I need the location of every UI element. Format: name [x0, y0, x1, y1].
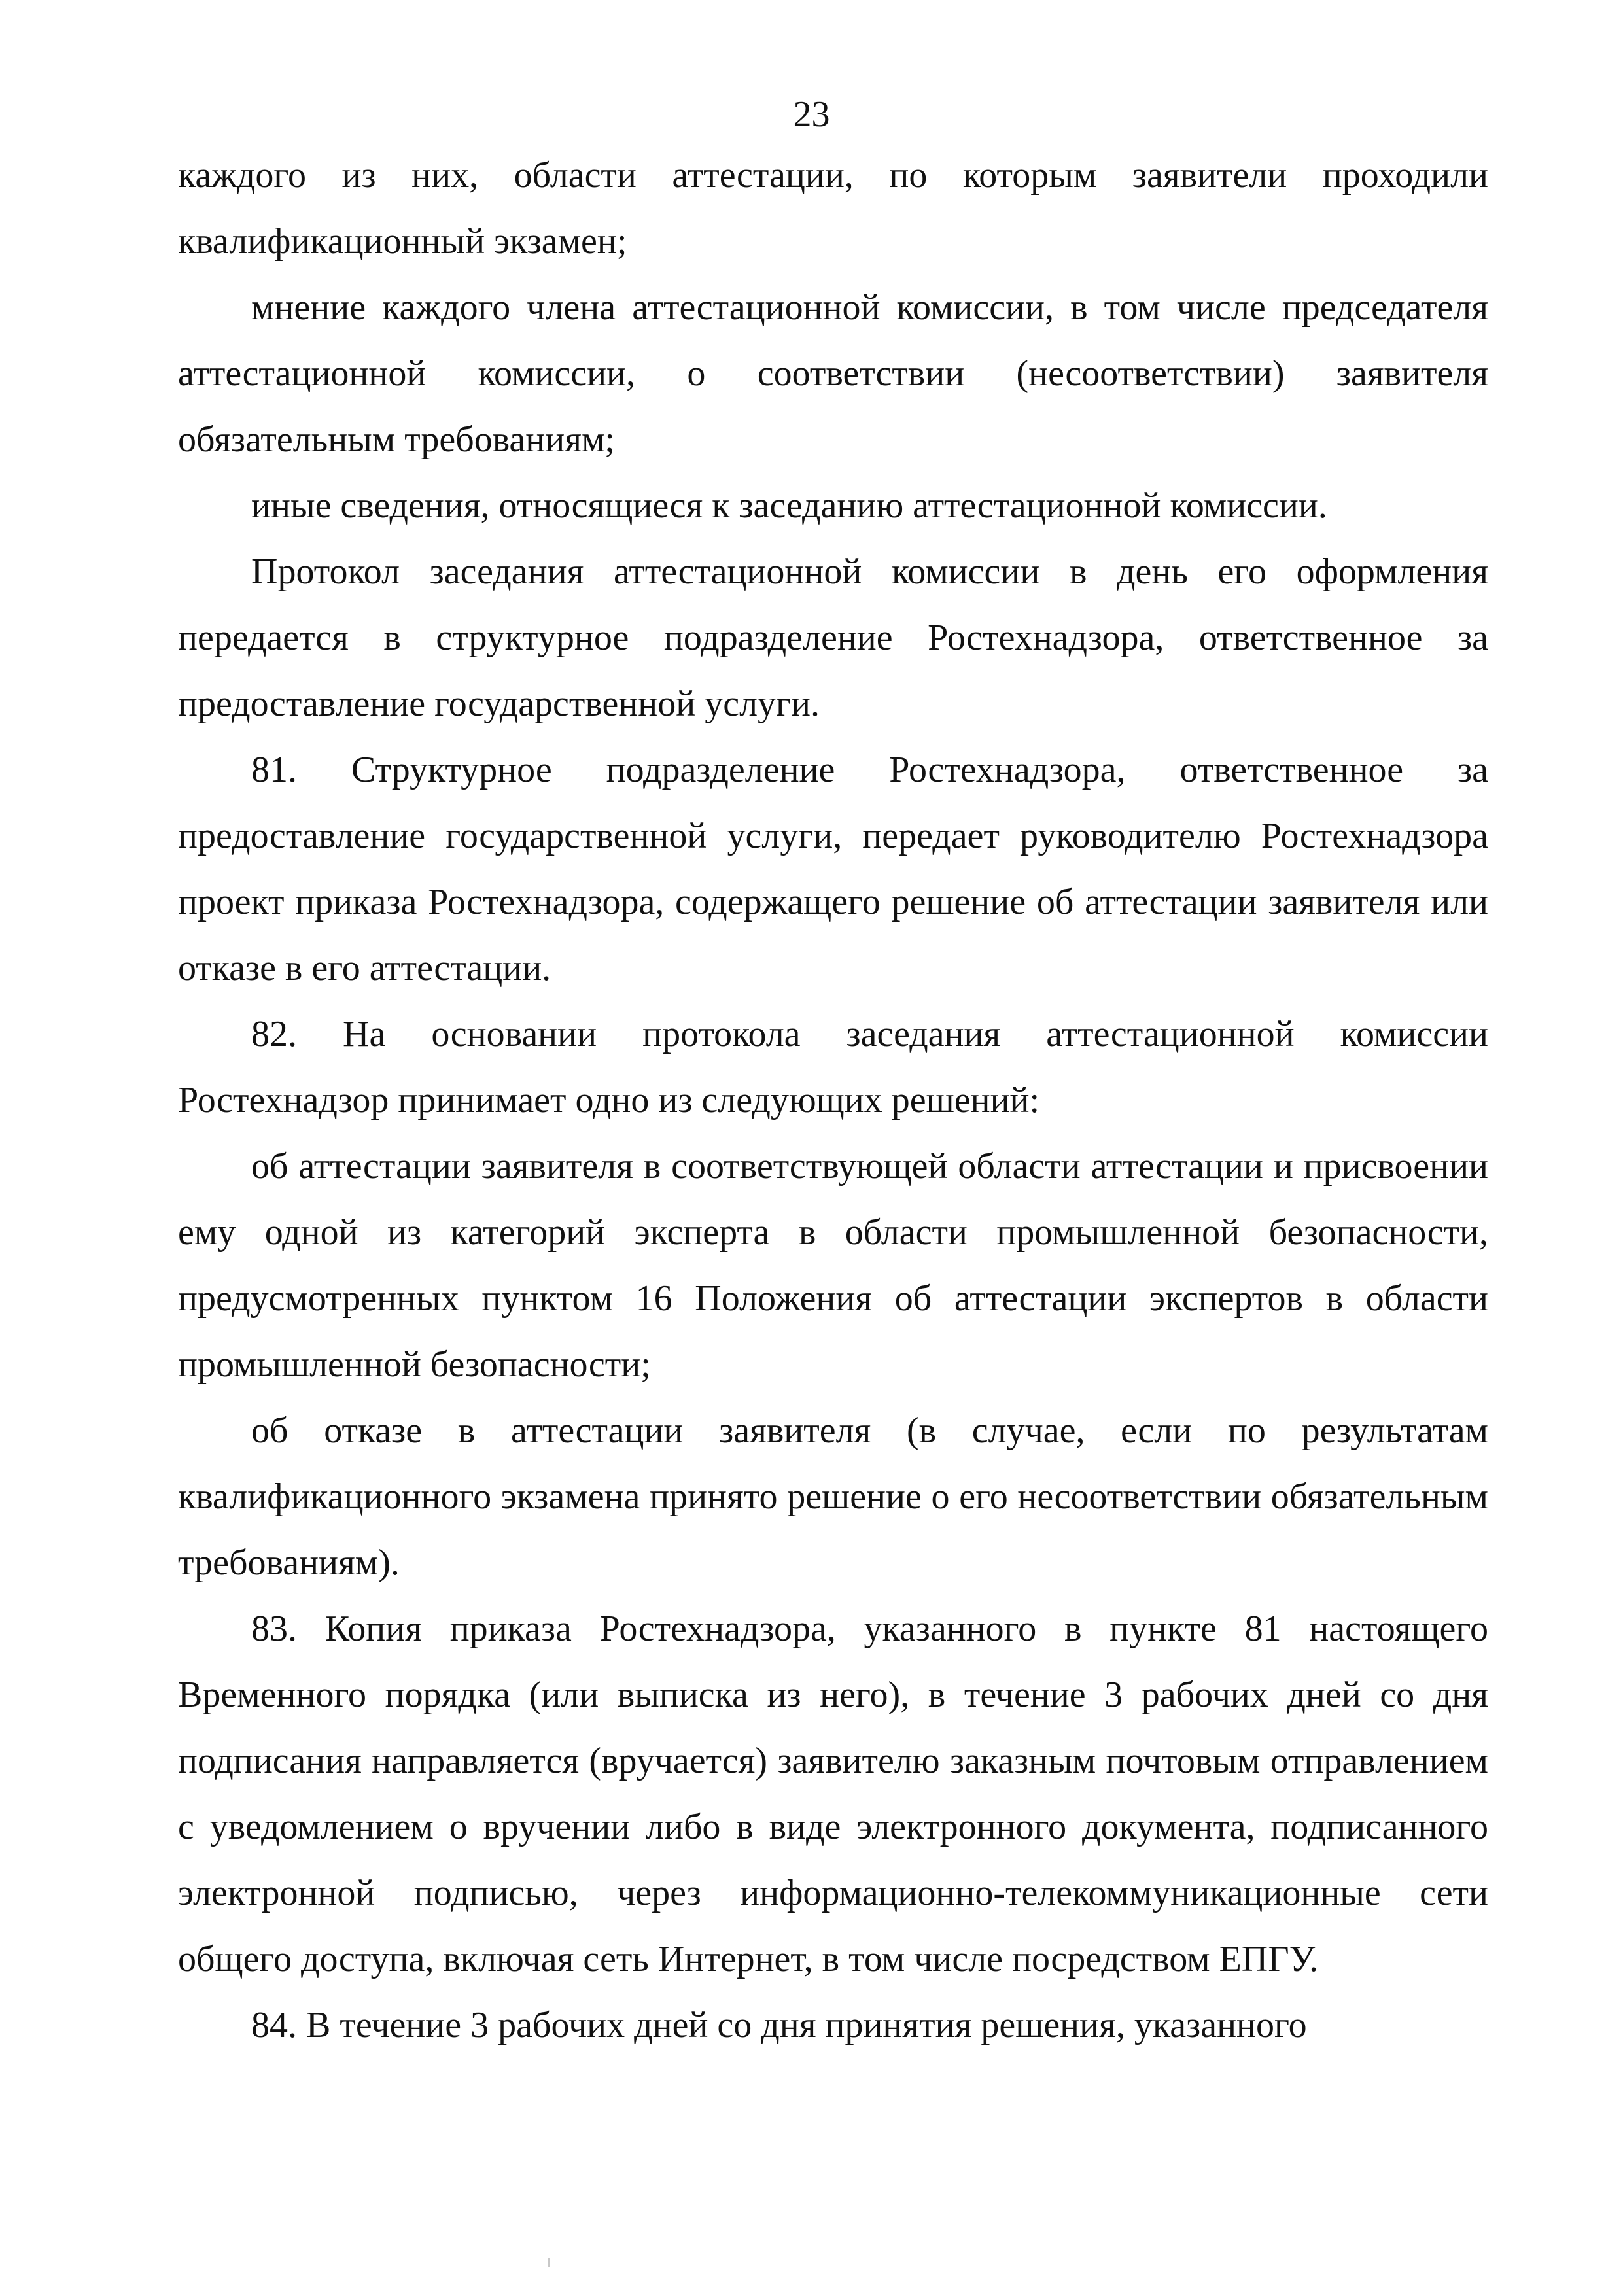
paragraph-protocol-transfer: Протокол заседания аттестационной комиссии в день его оформления передается в структурное подразделение Ростехнадзора, ответственное за предоставление государственной услуги. — [178, 551, 1488, 724]
document-body — [178, 143, 1488, 2059]
paragraph-continuation: каждого из них, области аттестации, по которым заявители проходили квалификационный экзамен; — [178, 155, 1488, 262]
paragraph-decision-attestation: об аттестации заявителя в соответствующей области аттестации и присвоении ему одной из категорий эксперта в области промышленной безопасности, предусмотренных пунктом 16 Положения об аттестации экспертов в области промышленной безопасности; — [178, 1146, 1488, 1385]
paragraph-item-84: 84. В течение 3 рабочих дней со дня принятия решения, указанного — [251, 2005, 1307, 2045]
paragraph-item-82: 82. На основании протокола заседания аттестационной комиссии Ростехнадзор принимает одно из следующих решений: — [178, 1014, 1488, 1121]
paragraph-item-83: 83. Копия приказа Ростехнадзора, указанного в пункте 81 настоящего Временного порядка (или выписка из него), в течение 3 рабочих дней со дня подписания направляется (вручается) заявителю заказным почтовым отправлением с уведомлением о вручении либо в виде электронного документа, подписанного электронной подписью, через информационно-телекоммуникационные сети общего доступа, включая сеть Интернет, в том числе посредством ЕПГУ. — [178, 1609, 1488, 1979]
paragraph-item-81: 81. Структурное подразделение Ростехнадзора, ответственное за предоставление государственной услуги, передает руководителю Ростехнадзора проект приказа Ростехнадзора, содержащего решение об аттестации заявителя или отказе в его аттестации. — [178, 750, 1488, 988]
paragraph-commission-opinion: мнение каждого члена аттестационной комиссии, в том числе председателя аттестационной комиссии, о соответствии (несоответствии) заявителя обязательным требованиям; — [178, 287, 1488, 460]
paragraph-other-info: иные сведения, относящиеся к заседанию аттестационной комиссии. — [251, 485, 1327, 526]
paragraph-decision-refusal: об отказе в аттестации заявителя (в случае, если по результатам квалификационного экзамена принято решение о его несоответствии обязательным требованиям). — [178, 1410, 1488, 1583]
page-number: 23 — [793, 94, 830, 135]
scan-artifact — [548, 2258, 550, 2267]
